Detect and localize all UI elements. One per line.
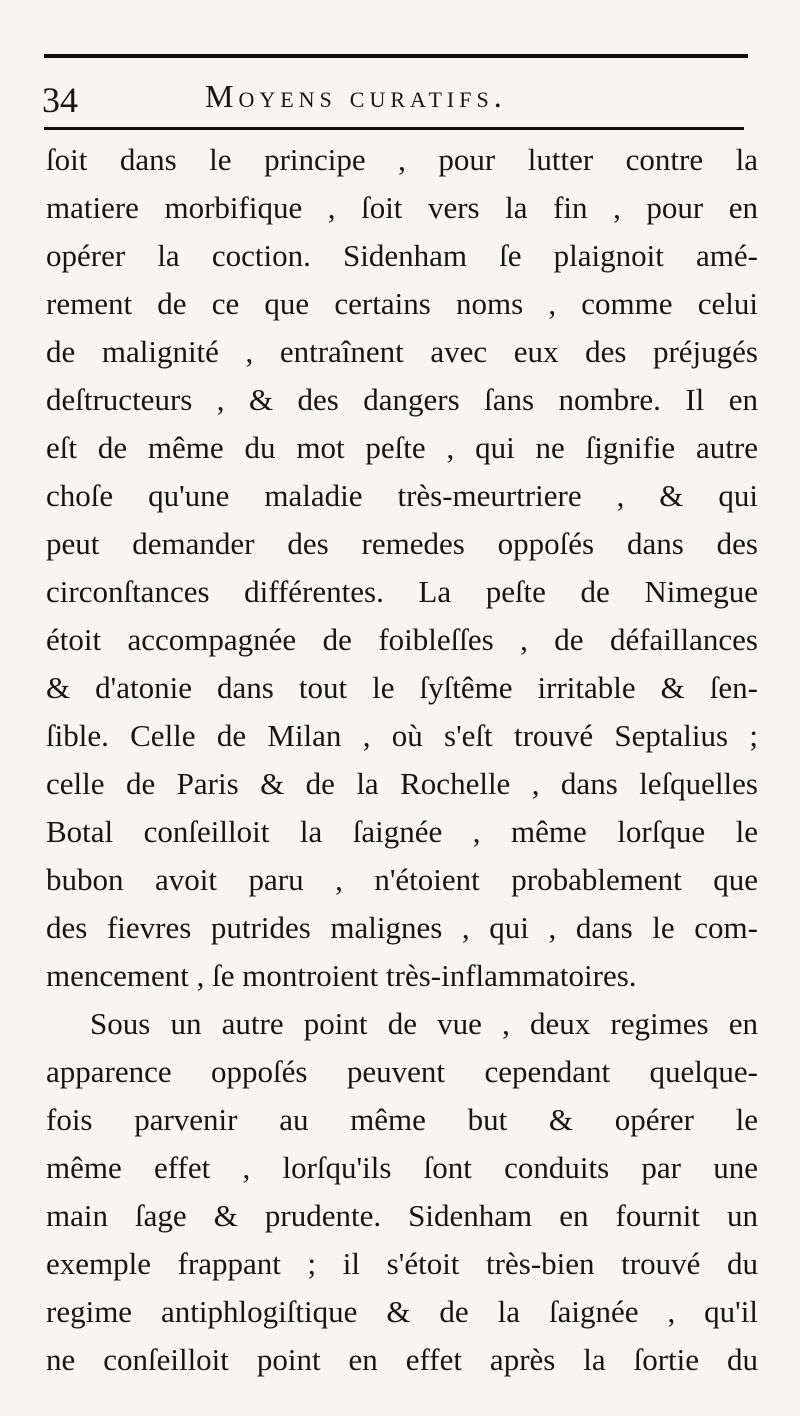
text-line: rement de ce que certains noms , comme celui [46, 286, 758, 321]
text-line: peut demander des remedes oppoſés dans des [46, 526, 758, 561]
text-line: regime antiphlogiſtique & de la ſaignée , qu'il [46, 1294, 758, 1329]
page-number: 34 [42, 80, 78, 120]
text-line: celle de Paris & de la Rochelle , dans leſquelles [46, 766, 758, 801]
header-top-rule [44, 54, 748, 58]
text-line: Botal conſeilloit la ſaignée , même lorſque le [46, 814, 758, 849]
text-line: eſt de même du mot peſte , qui ne ſignifie autre [46, 430, 758, 465]
text-line: opérer la coction. Sidenham ſe plaignoit amé- [46, 238, 758, 273]
text-line: de malignité , entraînent avec eux des préjugés [46, 334, 758, 369]
text-line: circonſtances différentes. La peſte de Nimegue [46, 574, 758, 609]
paragraph-end-line: mencement , ſe montroient très-inflammatoires. [46, 958, 637, 993]
header-bottom-rule [44, 127, 744, 130]
text-line: ſible. Celle de Milan , où s'eſt trouvé Septalius ; [46, 718, 758, 753]
text-line: apparence oppoſés peuvent cependant quelque- [46, 1054, 758, 1089]
text-line: même effet , lorſqu'ils ſont conduits par une [46, 1150, 758, 1185]
text-line: fois parvenir au même but & opérer le [46, 1102, 758, 1137]
text-line: & d'atonie dans tout le ſyſtême irritable & ſen- [46, 670, 758, 705]
text-line: étoit accompagnée de foibleſſes , de défaillances [46, 622, 758, 657]
text-line: deſtructeurs , & des dangers ſans nombre. Il en [46, 382, 758, 417]
text-line: exemple frappant ; il s'étoit très-bien trouvé du [46, 1246, 758, 1281]
text-line: bubon avoit paru , n'étoient probablement que [46, 862, 758, 897]
text-line: matiere morbifique , ſoit vers la fin , pour en [46, 190, 758, 225]
text-line: ſoit dans le principe , pour lutter contre la [46, 142, 758, 177]
paragraph-start-line: Sous un autre point de vue , deux regimes en [90, 1006, 758, 1041]
running-head: Moyens curatifs. [205, 78, 507, 114]
text-line: main ſage & prudente. Sidenham en fournit un [46, 1198, 758, 1233]
text-line: choſe qu'une maladie très-meurtriere , & qui [46, 478, 758, 513]
text-line: des fievres putrides malignes , qui , dans le com- [46, 910, 758, 945]
text-line: ne conſeilloit point en effet après la ſortie du [46, 1342, 758, 1377]
